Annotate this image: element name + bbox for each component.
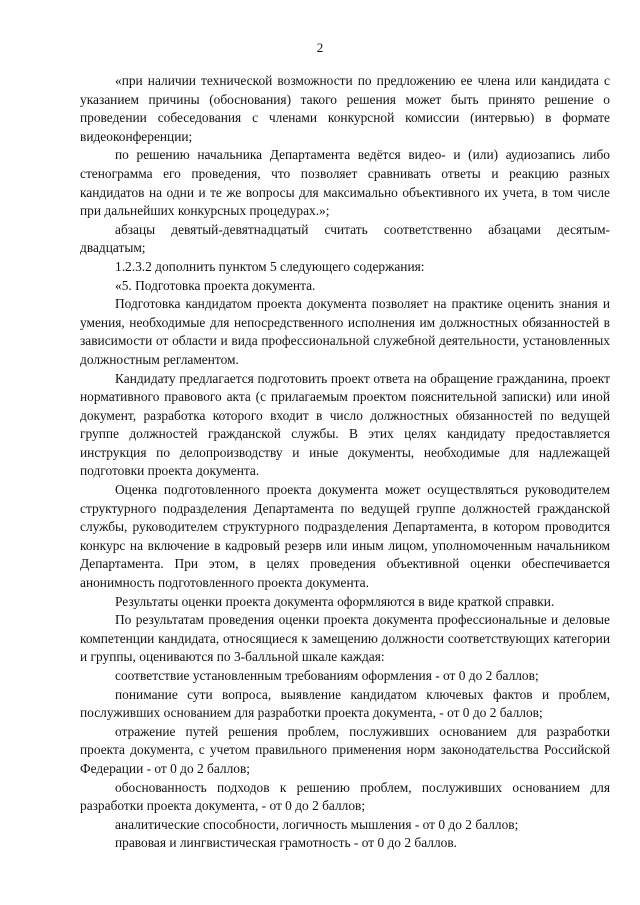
paragraph: Кандидату предлагается подготовить проект ответа на обращение гражданина, проект нормативного правового акта (с прилагаемым проектом пояснительной записки) или иной документ, разработка которого входит в число должностных обязанностей по ведущей группе должностей гражданской службы. В этих целях кандидату предоставляется инструкция по делопроизводству и иные документы, необходимые для надлежащей подготовки проекта документа. — [80, 370, 610, 479]
paragraph: по решению начальника Департамента ведётся видео- и (или) аудиозапись либо стенограмма его проведения, что позволяет сравнивать ответы и реакцию разных кандидатов на одни и те же вопросы для максимально объективного их учета, в том числе при дальнейших конкурсных процедурах.»; — [80, 147, 610, 219]
list-item: понимание сути вопроса, выявление кандидатом ключевых фактов и проблем, послуживших основанием для разработки проекта документа, - от 0 до 2 баллов; — [80, 686, 610, 721]
page-number: 2 — [316, 40, 324, 55]
section-heading: «5. Подготовка проекта документа. — [115, 277, 316, 293]
list-item: аналитические способности, логичность мышления - от 0 до 2 баллов; — [115, 816, 519, 832]
paragraph: Оценка подготовленного проекта документа может осуществляться руководителем структурного подразделения Департамента по ведущей группе должностей гражданской службы, руководителем структурного подразделения Департамента, в котором проводится конкурс на включение в кадровый резерв или иным лицом, уполномоченным начальником Департамента. При этом, в целях проведения объективной оценки обеспечивается анонимность подготовленного проекта документа. — [80, 482, 610, 591]
paragraph: Подготовка кандидатом проекта документа позволяет на практике оценить знания и умения, необходимые для непосредственного исполнения им должностных обязанностей в зависимости от области и вида профессиональной служебной деятельности, установленных должностным регламентом. — [80, 296, 610, 367]
paragraph: «при наличии технической возможности по предложению ее члена или кандидата с указанием причины (обоснования) такого решения может быть принято решение о проведении собеседования с членами конкурсной комиссии (интервью) в формате видеоконференции; — [80, 73, 610, 144]
paragraph: По результатам проведения оценки проекта документа профессиональные и деловые компетенции кандидата, относящиеся к замещению должности соответствующих категории и группы, оцениваются по 3-балльной шкале каждая: — [80, 612, 610, 665]
list-item: соответствие установленным требованиям оформления - от 0 до 2 баллов; — [115, 668, 539, 683]
list-item: правовая и лингвистическая грамотность - от 0 до 2 баллов. — [115, 835, 457, 851]
paragraph: абзацы девятый-девятнадцатый считать соответственно абзацами десятым-двадцатым; — [80, 221, 610, 256]
paragraph: Результаты оценки проекта документа оформляются в виде краткой справки. — [115, 593, 555, 609]
list-item: отражение путей решения проблем, послуживших основанием для разработки проекта документа, с учетом правильного применения норм законодательства Российской Федерации - от 0 до 2 баллов; — [80, 723, 610, 776]
list-item: обоснованность подходов к решению проблем, послуживших основанием для разработки проекта документа, - от 0 до 2 баллов; — [80, 779, 610, 814]
document-body — [80, 72, 610, 853]
paragraph: 1.2.3.2 дополнить пунктом 5 следующего содержания: — [115, 258, 425, 274]
